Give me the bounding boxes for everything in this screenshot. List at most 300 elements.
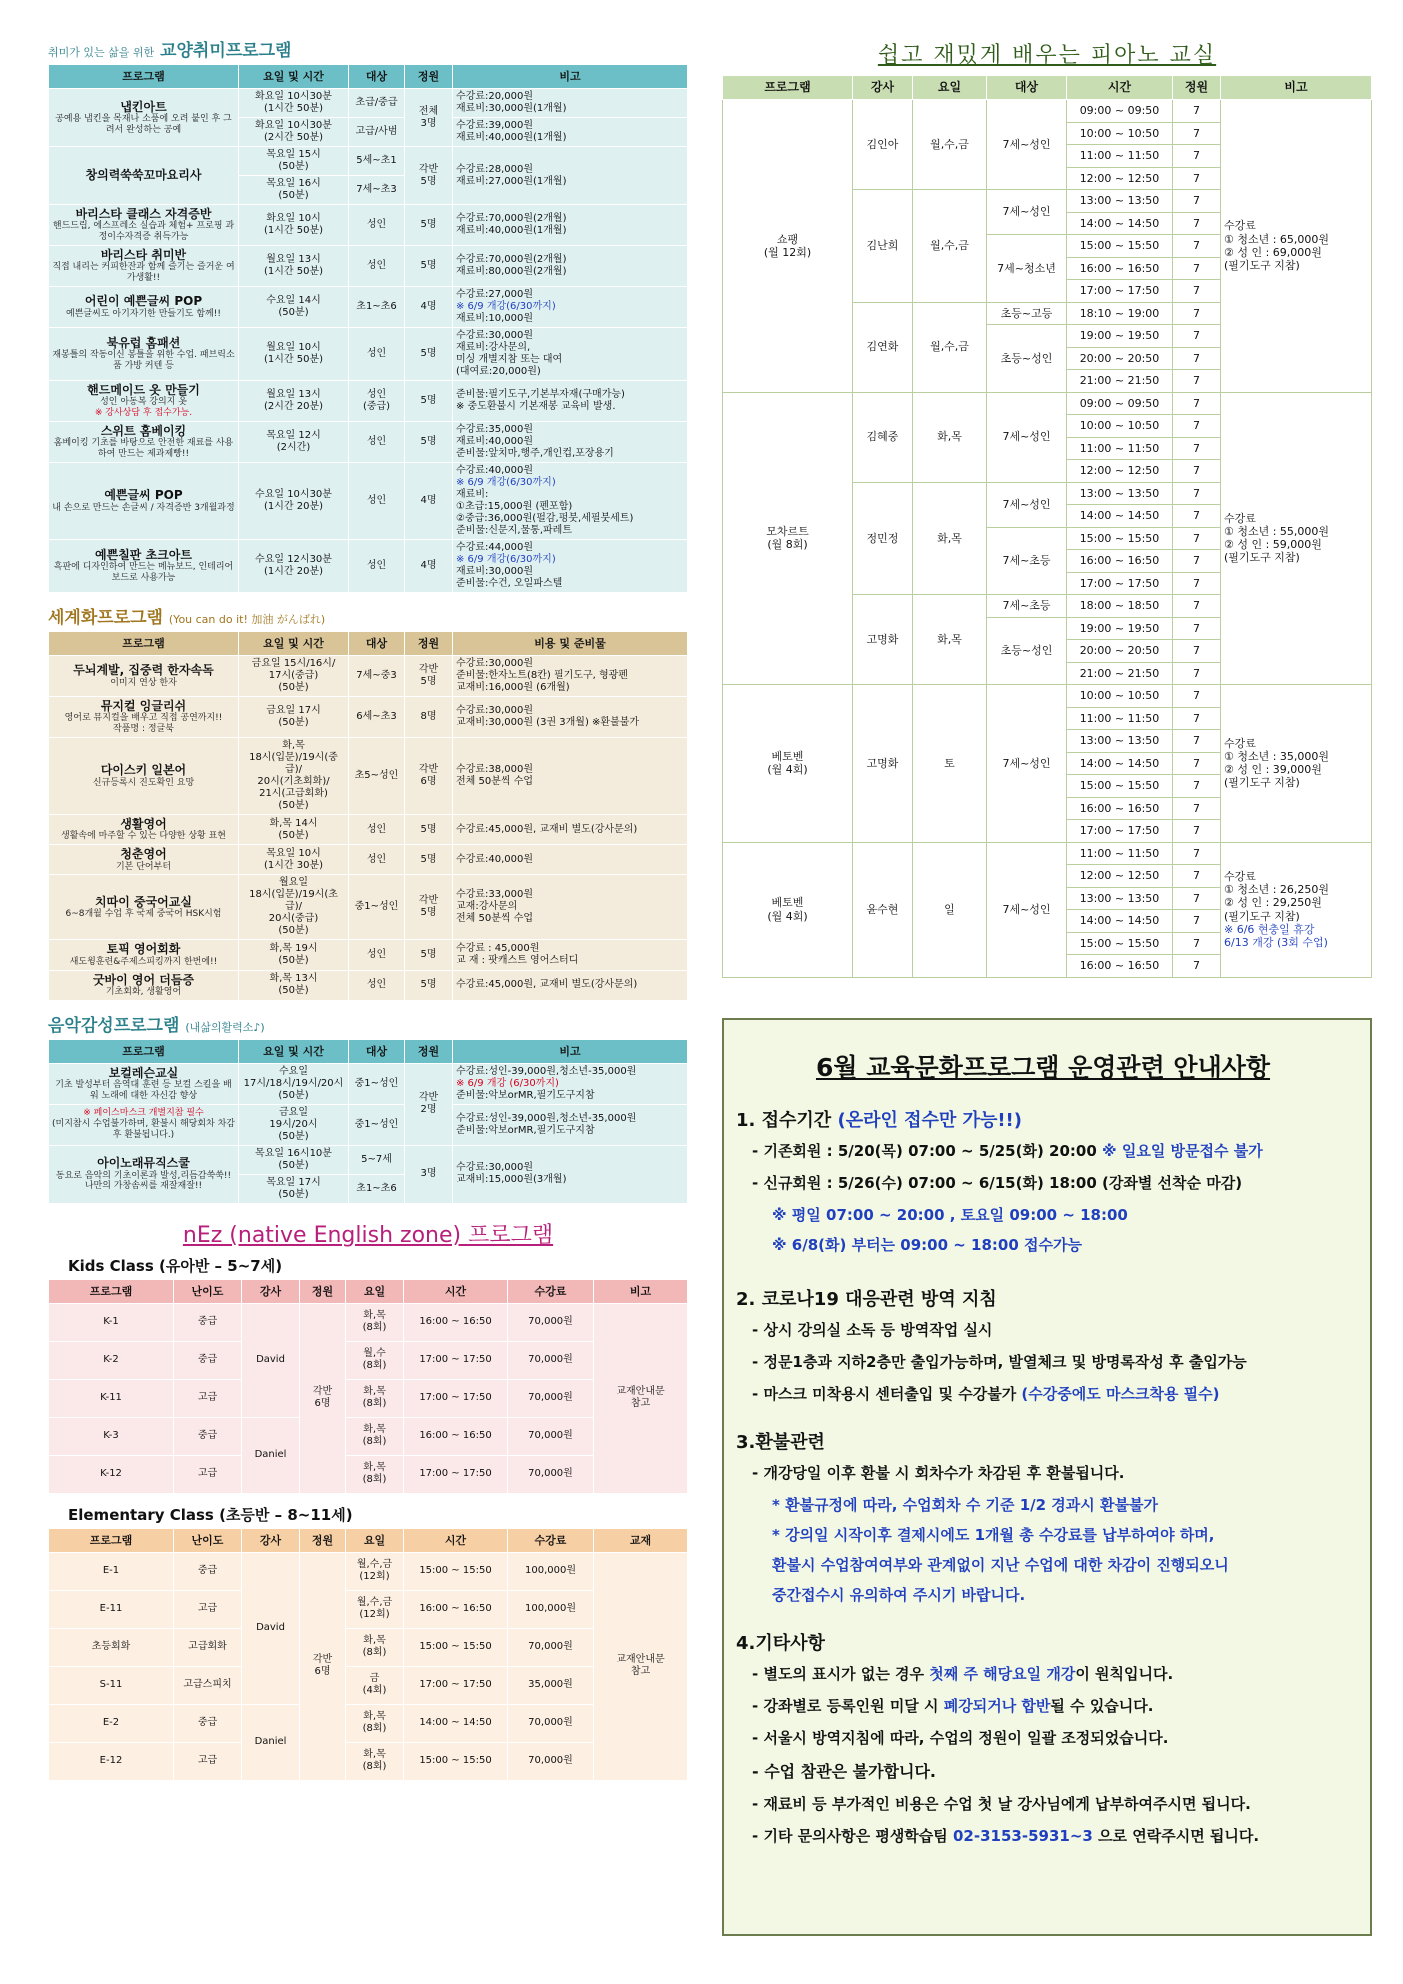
capacity-cell: 7	[1173, 595, 1221, 618]
program-name: 두뇌계발, 집중력 한자속독	[73, 663, 214, 678]
target-cell: 6세~초3	[349, 696, 405, 737]
program-desc: (미지참시 수업불가하며, 환불시 해당회차 차감 후 환불됩니다.)	[52, 1119, 236, 1141]
program-name: 핸드메이드 옷 만들기	[87, 382, 200, 397]
column-header: 요일 및 시간	[239, 631, 349, 655]
note-cell	[453, 286, 688, 327]
time-cell: 14:00 ~ 14:50	[1067, 505, 1173, 528]
program-cell	[49, 539, 239, 592]
column-header: 요일	[913, 76, 987, 100]
table-row	[49, 814, 688, 844]
teacher-cell: Daniel	[242, 1417, 300, 1493]
table-row	[49, 89, 688, 118]
capacity-cell: 7	[1173, 527, 1221, 550]
day-cell: 월,수,금	[913, 100, 987, 190]
target-cell: 초5~성인	[349, 737, 405, 814]
capacity-cell: 7	[1173, 752, 1221, 775]
program-cell	[49, 737, 239, 814]
table-row	[723, 685, 1372, 708]
note-text: 재료비:10,000원	[456, 312, 533, 324]
time-cell: 16:00 ~ 16:50	[404, 1303, 508, 1341]
notice-line: 환불시 수업참여여부와 관계없이 지난 수업에 대한 차감이 진행되오니	[772, 1556, 1229, 1574]
time-cell: 월요일 13시 (1시간 50분)	[239, 245, 349, 286]
target-cell: 초1~초6	[349, 286, 405, 327]
column-header: 요일 및 시간	[239, 1039, 349, 1063]
target-cell: 초등~고등	[987, 302, 1067, 325]
capacity-cell: 7	[1173, 122, 1221, 145]
teacher-cell: 고명화	[853, 595, 913, 685]
program-cell: K-2	[49, 1341, 174, 1379]
day-cell: 월,수 (8회)	[346, 1341, 404, 1379]
program-desc: 동요로 음악의 기초이론과 발성,리듬감쑥쑥!! 나만의 가창솜씨를 재잘재잘!!	[55, 1170, 232, 1192]
note-cell	[453, 875, 688, 940]
note-text: 수강료 ① 청소년 : 65,000원 ② 성 인 : 69,000원 (필기도구 지참)	[1224, 219, 1330, 272]
time-cell: 17:00 ~ 17:50	[404, 1341, 508, 1379]
time-cell: 17:00 ~ 17:50	[1067, 820, 1173, 843]
column-header: 비고	[594, 1279, 688, 1303]
capacity-cell: 7	[1173, 167, 1221, 190]
time-cell: 목요일 17시 (50분)	[239, 1174, 349, 1203]
capacity-cell: 7	[1173, 392, 1221, 415]
level-cell: 중급	[174, 1704, 242, 1742]
table-row	[49, 462, 688, 539]
notice-line: - 별도의 표시가 없는 경우 첫째 주 해당요일 개강이 원칙입니다.	[752, 1665, 1174, 1683]
program-cell: 초등회화	[49, 1628, 174, 1666]
target-cell: 성인	[349, 970, 405, 1000]
time-cell: 17:00 ~ 17:50	[1067, 572, 1173, 595]
time-cell: 18:00 ~ 18:50	[1067, 595, 1173, 618]
time-cell: 19:00 ~ 19:50	[1067, 617, 1173, 640]
time-cell: 화,목 19시 (50분)	[239, 940, 349, 970]
teacher-cell: 고명화	[853, 685, 913, 843]
column-header: 프로그램	[49, 1279, 174, 1303]
note-blue: ※ 6/9 개강(6/30까지)	[456, 553, 556, 565]
capacity-cell: 3명	[405, 1145, 453, 1203]
elementary-class-title: Elementary Class (초등반 – 8~11세)	[68, 1505, 353, 1524]
capacity-cell: 7	[1173, 707, 1221, 730]
capacity-cell: 7	[1173, 437, 1221, 460]
music-section-title: 음악감성프로그램 (내삶의활력소♪)	[48, 1015, 265, 1036]
time-cell: 15:00 ~ 15:50	[1067, 527, 1173, 550]
column-header: 프로그램	[49, 1039, 239, 1063]
day-cell: 화,목 (8회)	[346, 1628, 404, 1666]
notice-line: - 정문1층과 지하2층만 출입가능하며, 발열체크 및 방명록작성 후 출입가능	[752, 1353, 1247, 1371]
fee-cell: 70,000원	[508, 1628, 594, 1666]
note-blue: ※ 6/6 현충일 휴강 6/13 개강 (3회 수업)	[1224, 922, 1328, 949]
note-text: 수강료:성인-39,000원,청소년-35,000원	[456, 1065, 637, 1077]
column-header: 정원	[300, 1279, 346, 1303]
target-cell: 초등~성인	[987, 617, 1067, 685]
capacity-cell: 7	[1173, 370, 1221, 393]
program-desc: 재봉틀의 작동이신 봉틀을 위한 수업. 패브릭소품 가방 커텐 등	[52, 350, 235, 372]
program-name: 북유럽 홈패션	[106, 335, 181, 350]
nez-title: nEz (native English zone) 프로그램	[182, 1222, 554, 1248]
time-cell: 금요일 17시 (50분)	[239, 696, 349, 737]
program-name: 바리스타 취미반	[100, 247, 187, 262]
target-cell: 성인	[349, 327, 405, 380]
capacity-cell: 7	[1173, 257, 1221, 280]
time-cell: 19:00 ~ 19:50	[1067, 325, 1173, 348]
time-cell: 12:00 ~ 12:50	[1067, 460, 1173, 483]
notice-line: - 상시 강의실 소독 등 방역작업 실시	[752, 1321, 993, 1339]
time-cell: 16:00 ~ 16:50	[1067, 550, 1173, 573]
capacity-cell: 5명	[405, 845, 453, 875]
time-cell: 목요일 16시10분 (50분)	[239, 1145, 349, 1174]
target-cell: 초등~성인	[987, 325, 1067, 393]
note-text: 수강료:45,000원, 교재비 별도(강사문의)	[456, 823, 638, 835]
teacher-cell: 김인아	[853, 100, 913, 190]
target-cell: 고급/사범	[349, 118, 405, 147]
day-cell: 화,목 (8회)	[346, 1742, 404, 1780]
target-cell: 5~7세	[349, 1145, 405, 1174]
fee-cell: 70,000원	[508, 1704, 594, 1742]
program-desc: 홈베이킹 기초를 바탕으로 안전한 재료를 사용하여 만드는 제과제빵!!	[53, 438, 234, 460]
note-cell	[453, 118, 688, 147]
column-header: 프로그램	[49, 1528, 174, 1552]
fee-cell: 70,000원	[508, 1455, 594, 1493]
time-cell: 14:00 ~ 14:50	[1067, 910, 1173, 933]
column-header: 시간	[404, 1279, 508, 1303]
capacity-cell: 7	[1173, 190, 1221, 213]
global-section-title: 세계화프로그램 (You can do it! 加油 がんばれ)	[48, 607, 326, 628]
capacity-cell: 5명	[405, 205, 453, 246]
capacity-cell: 7	[1173, 797, 1221, 820]
time-cell: 16:00 ~ 16:50	[1067, 257, 1173, 280]
capacity-cell: 7	[1173, 640, 1221, 663]
time-cell: 15:00 ~ 15:50	[1067, 932, 1173, 955]
table-row	[49, 1063, 688, 1104]
notice-line: - 기존회원 : 5/20(목) 07:00 ~ 5/25(화) 20:00 ※ 일요일 방문접수 불가	[752, 1142, 1263, 1160]
note-cell	[453, 1145, 688, 1203]
note-cell: 교재안내문 참고	[594, 1303, 688, 1493]
capacity-cell: 7	[1173, 617, 1221, 640]
column-header: 수강료	[508, 1279, 594, 1303]
column-header: 정원	[405, 631, 453, 655]
time-cell: 17:00 ~ 17:50	[1067, 280, 1173, 303]
time-cell: 15:00 ~ 15:50	[404, 1552, 508, 1590]
target-cell: 7세~초등	[987, 595, 1067, 618]
time-cell: 18:10 ~ 19:00	[1067, 302, 1173, 325]
program-name: 다이스키 일본어	[100, 763, 187, 778]
notice-title: 6월 교육문화프로그램 운영관련 안내사항	[815, 1053, 1271, 1082]
time-cell: 20:00 ~ 20:50	[1067, 640, 1173, 663]
capacity-cell: 각반 5명	[405, 875, 453, 940]
time-cell: 16:00 ~ 16:50	[404, 1417, 508, 1455]
column-header: 비고	[1221, 76, 1372, 100]
column-header: 난이도	[174, 1279, 242, 1303]
note-text: 수강료:20,000원 재료비:30,000원(1개월)	[456, 91, 567, 114]
note-text: 수강료 ① 청소년 : 55,000원 ② 성 인 : 59,000원 (필기도구 지참)	[1224, 511, 1330, 565]
time-cell: 13:00 ~ 13:50	[1067, 887, 1173, 910]
notice-line: ※ 평일 07:00 ~ 20:00 , 토요일 09:00 ~ 18:00	[772, 1206, 1128, 1224]
capacity-cell: 5명	[405, 327, 453, 380]
table-row	[49, 1666, 688, 1704]
table-row	[49, 539, 688, 592]
note-text: 수강료:33,000원 교재:강사문의 전체 50분씩 수업	[456, 889, 534, 925]
column-header: 대상	[349, 631, 405, 655]
capacity-cell: 5명	[405, 970, 453, 1000]
program-cell	[49, 245, 239, 286]
capacity-cell: 7	[1173, 932, 1221, 955]
program-desc: 흑판에 디자인하여 만드는 메뉴보드, 인테리어 보드로 사용가능	[53, 562, 234, 584]
time-cell: 화,목 18시(입문)/19시(중급)/ 20시(기초회화)/ 21시(고급회화) (50분)	[239, 737, 349, 814]
table-row	[49, 1704, 688, 1742]
fee-cell: 100,000원	[508, 1552, 594, 1590]
time-cell: 20:00 ~ 20:50	[1067, 347, 1173, 370]
table-row	[49, 970, 688, 1000]
program-desc: 새도윙훈련&주제스피킹까지 한번에!!	[69, 956, 218, 967]
column-header: 강사	[242, 1528, 300, 1552]
teacher-cell: 윤수현	[853, 842, 913, 977]
day-cell: 화,목	[913, 595, 987, 685]
program-cell	[49, 421, 239, 462]
time-cell: 수요일 12시30분 (1시간 20분)	[239, 539, 349, 592]
note-cell	[453, 89, 688, 118]
time-cell: 16:00 ~ 16:50	[1067, 797, 1173, 820]
column-header: 프로그램	[49, 65, 239, 89]
program-cell	[49, 655, 239, 696]
capacity-cell: 4명	[405, 539, 453, 592]
column-header: 대상	[349, 65, 405, 89]
target-cell: 성인	[349, 421, 405, 462]
target-cell: 성인	[349, 940, 405, 970]
program-desc: 영어로 뮤지컬을 배우고 직접 공연까지!! 작품명 : 정글북	[64, 713, 223, 735]
column-header: 수강료	[508, 1528, 594, 1552]
note-cell	[1221, 685, 1372, 843]
day-cell: 화,목 (8회)	[346, 1455, 404, 1493]
table-row	[49, 380, 688, 421]
note-text: 수강료:39,000원 재료비:40,000원(1개월)	[456, 120, 567, 143]
note-red: ※ 6/9 개강 (6/30까지)	[456, 1077, 559, 1089]
time-cell: 10:00 ~ 10:50	[1067, 122, 1173, 145]
capacity-cell: 7	[1173, 460, 1221, 483]
program-desc-red: ※ 페이스마스크 개별지참 필수	[83, 1108, 204, 1119]
note-cell	[1221, 100, 1372, 393]
note-cell	[453, 380, 688, 421]
time-cell: 월요일 18시(입문)/19시(초급)/ 20시(중급) (50분)	[239, 875, 349, 940]
teacher-cell: 김혜중	[853, 392, 913, 482]
left-column	[48, 30, 688, 1781]
program-name: 예쁜칠판 초크아트	[95, 547, 192, 562]
time-cell: 09:00 ~ 09:50	[1067, 100, 1173, 123]
day-cell: 화,목	[913, 392, 987, 482]
day-cell: 화,목 (8회)	[346, 1379, 404, 1417]
program-cell	[49, 89, 239, 147]
table-row	[49, 1104, 688, 1145]
program-desc: 생활속에 마주할 수 있는 다양한 상황 표현	[61, 831, 226, 842]
program-cell	[49, 147, 239, 205]
program-desc: 핸드드립, 에스프레소 실습과 체험+ 프로핑 과정이수자격증 취득가능	[52, 221, 235, 243]
program-cell	[49, 970, 239, 1000]
time-cell: 화요일 10시30분 (1시간 50분)	[239, 89, 349, 118]
program-name: 토픽 영어회화	[106, 942, 181, 957]
target-cell: 중1~성인	[349, 875, 405, 940]
notice-line: - 신규회원 : 5/26(수) 07:00 ~ 6/15(화) 18:00 (강좌별 선착순 마감)	[752, 1174, 1243, 1192]
notice-section-2: 2. 코로나19 대응관련 방역 지침	[736, 1289, 997, 1310]
capacity-cell: 7	[1173, 865, 1221, 888]
capacity-cell: 4명	[405, 462, 453, 539]
time-cell: 17:00 ~ 17:50	[404, 1455, 508, 1493]
capacity-cell: 7	[1173, 145, 1221, 168]
note-text: 수강료 ① 청소년 : 35,000원 ② 성 인 : 39,000원 (필기도구 지참)	[1224, 736, 1330, 790]
notice-line: - 서울시 방역지침에 따라, 수업의 정원이 일괄 조정되었습니다.	[752, 1729, 1169, 1747]
note-cell	[453, 655, 688, 696]
notice-line: - 개강당일 이후 환불 시 회차수가 차감된 후 환불됩니다.	[752, 1464, 1125, 1482]
program-desc: 신규등록시 진도확인 요망	[92, 777, 195, 788]
capacity-cell: 7	[1173, 482, 1221, 505]
target-cell: 7세~성인	[987, 482, 1067, 527]
column-header: 비용 및 준비물	[453, 631, 688, 655]
level-cell: 중급	[174, 1552, 242, 1590]
capacity-cell: 5명	[405, 380, 453, 421]
table-row	[49, 1552, 688, 1590]
capacity-cell: 5명	[405, 814, 453, 844]
program-cell	[49, 380, 239, 421]
program-cell: K-3	[49, 1417, 174, 1455]
note-text: 수강료:30,000원 준비물:한자노트(8칸) 필기도구, 형광펜 교재비:16,000원 (6개월)	[456, 657, 628, 693]
target-cell: 중1~성인	[349, 1063, 405, 1104]
column-header: 대상	[987, 76, 1067, 100]
time-cell: 월요일 10시 (1시간 50분)	[239, 327, 349, 380]
culture-section-title: 취미가 있는 삶을 위한 교양취미프로그램	[48, 41, 292, 61]
target-cell: 성인	[349, 814, 405, 844]
table-row	[723, 100, 1372, 123]
capacity-cell: 7	[1173, 505, 1221, 528]
program-cell: S-11	[49, 1666, 174, 1704]
notice-line: - 기타 문의사항은 평생학습팀 02-3153-5931~3 으로 연락주시면 됩니다.	[752, 1827, 1260, 1845]
program-desc: 이미지 연상 한자	[110, 677, 177, 688]
right-column	[722, 38, 1372, 978]
target-cell: 성인 (중급)	[349, 380, 405, 421]
capacity-cell: 7	[1173, 212, 1221, 235]
time-cell: 화요일 10시30분 (2시간 50분)	[239, 118, 349, 147]
capacity-cell: 각반 6명	[300, 1552, 346, 1780]
notice-line: - 재료비 등 부가적인 비용은 수업 첫 날 강사님에게 납부하여주시면 됩니다.	[752, 1795, 1251, 1813]
program-name: 창의력쑥쑥꼬마요리사	[85, 168, 202, 183]
capacity-cell: 각반 2명	[405, 1063, 453, 1145]
elementary-class-table	[48, 1528, 688, 1781]
column-header: 강사	[853, 76, 913, 100]
note-text: 수강료:30,000원 교재비:15,000원(3개월)	[456, 1162, 567, 1186]
program-cell	[49, 814, 239, 844]
note-text: 수강료:44,000원	[456, 541, 533, 553]
column-header: 시간	[404, 1528, 508, 1552]
time-cell: 11:00 ~ 11:50	[1067, 842, 1173, 865]
time-cell: 15:00 ~ 15:50	[404, 1628, 508, 1666]
notice-line: - 마스크 미착용시 센터출입 및 수강불가 (수강중에도 마스크착용 필수)	[752, 1385, 1220, 1403]
program-cell	[49, 327, 239, 380]
column-header: 정원	[1173, 76, 1221, 100]
capacity-cell: 각반 6명	[300, 1303, 346, 1493]
time-cell: 수요일 14시 (50분)	[239, 286, 349, 327]
time-cell: 14:00 ~ 14:50	[404, 1704, 508, 1742]
target-cell: 7세~성인	[987, 685, 1067, 843]
note-cell	[453, 814, 688, 844]
program-cell: E-11	[49, 1590, 174, 1628]
day-cell: 화,목	[913, 482, 987, 595]
time-cell: 화,목 14시 (50분)	[239, 814, 349, 844]
capacity-cell: 각반 5명	[405, 147, 453, 205]
fee-cell: 35,000원	[508, 1666, 594, 1704]
target-cell: 성인	[349, 245, 405, 286]
teacher-cell: Daniel	[242, 1704, 300, 1780]
program-cell	[49, 940, 239, 970]
notice-line: - 수업 참관은 불가합니다.	[752, 1762, 936, 1781]
target-cell: 7세~성인	[987, 392, 1067, 482]
column-header: 난이도	[174, 1528, 242, 1552]
table-row	[49, 875, 688, 940]
music-table	[48, 1039, 688, 1204]
day-cell: 월,수,금 (12회)	[346, 1552, 404, 1590]
note-text: 수강료:70,000원(2개월) 재료비:40,000원(1개월)	[456, 212, 567, 236]
note-text: 수강료 : 45,000원 교 재 : 팟캐스트 영어스터디	[456, 942, 579, 966]
notice-section-4: 4.기타사항	[736, 1633, 825, 1654]
program-desc: 직접 내리는 커피한잔과 함께 즐기는 즐거운 여가생활!!	[52, 262, 235, 284]
target-cell: 7세~성인	[987, 842, 1067, 977]
note-text: 수강료:40,000원	[456, 464, 533, 476]
table-row	[49, 245, 688, 286]
note-cell	[453, 205, 688, 246]
program-cell	[49, 1145, 239, 1203]
culture-table	[48, 64, 688, 593]
capacity-cell: 7	[1173, 910, 1221, 933]
column-header: 강사	[242, 1279, 300, 1303]
capacity-cell: 7	[1173, 347, 1221, 370]
capacity-cell: 7	[1173, 572, 1221, 595]
program-cell: 베토벤 (월 4회)	[723, 685, 853, 843]
program-desc: 6~8개월 수업 후 국제 중국어 HSK시험	[65, 909, 222, 920]
table-row	[49, 1303, 688, 1341]
note-text: 수강료:35,000원 재료비:40,000원 준비물:앞치마,행주,개인컵,포장용기	[456, 423, 614, 459]
table-row	[49, 1742, 688, 1780]
target-cell: 성인	[349, 845, 405, 875]
note-text: 수강료:45,000원, 교재비 별도(강사문의)	[456, 979, 638, 991]
day-cell: 월,수,금 (12회)	[346, 1590, 404, 1628]
time-cell: 월요일 13시 (2시간 20분)	[239, 380, 349, 421]
note-text: 재료비: ①초급:15,000원 (펜포함) ②중급:36,000원(펄감,펑붓,세필붓세트) 준비물:신문지,물통,파레트	[456, 488, 634, 536]
table-row	[49, 1379, 688, 1417]
time-cell: 09:00 ~ 09:50	[1067, 392, 1173, 415]
teacher-cell: David	[242, 1303, 300, 1417]
capacity-cell: 7	[1173, 302, 1221, 325]
program-name: 스위트 홈베이킹	[100, 423, 187, 438]
capacity-cell: 7	[1173, 775, 1221, 798]
time-cell: 금요일 15시/16시/ 17시(중급) (50분)	[239, 655, 349, 696]
piano-table	[722, 75, 1372, 978]
note-cell	[1221, 392, 1372, 685]
time-cell: 11:00 ~ 11:50	[1067, 707, 1173, 730]
program-cell: E-1	[49, 1552, 174, 1590]
time-cell: 12:00 ~ 12:50	[1067, 167, 1173, 190]
program-cell	[49, 1104, 239, 1145]
time-cell: 금요일 19시/20시 (50분)	[239, 1104, 349, 1145]
notice-section-3: 3.환불관련	[736, 1432, 825, 1453]
note-text: 수강료:30,000원 재료비:강사문의, 미싱 개별지참 또는 대여 (대여료:20,000원)	[456, 329, 563, 377]
piano-title: 쉽고 재밌게 배우는 피아노 교실	[877, 43, 1217, 68]
time-cell: 수요일 17시/18시/19시/20시 (50분)	[239, 1063, 349, 1104]
note-cell	[453, 539, 688, 592]
program-cell: E-12	[49, 1742, 174, 1780]
capacity-cell: 7	[1173, 662, 1221, 685]
capacity-cell: 7	[1173, 415, 1221, 438]
program-name: 보컬레슨교실	[108, 1065, 179, 1080]
note-cell	[453, 245, 688, 286]
table-row	[49, 940, 688, 970]
level-cell: 고급회화	[174, 1628, 242, 1666]
program-desc: 예쁜글씨도 아기자기한 만들기도 함께!!	[66, 308, 221, 319]
time-cell: 16:00 ~ 16:50	[404, 1590, 508, 1628]
capacity-cell: 8명	[405, 696, 453, 737]
table-row	[49, 737, 688, 814]
